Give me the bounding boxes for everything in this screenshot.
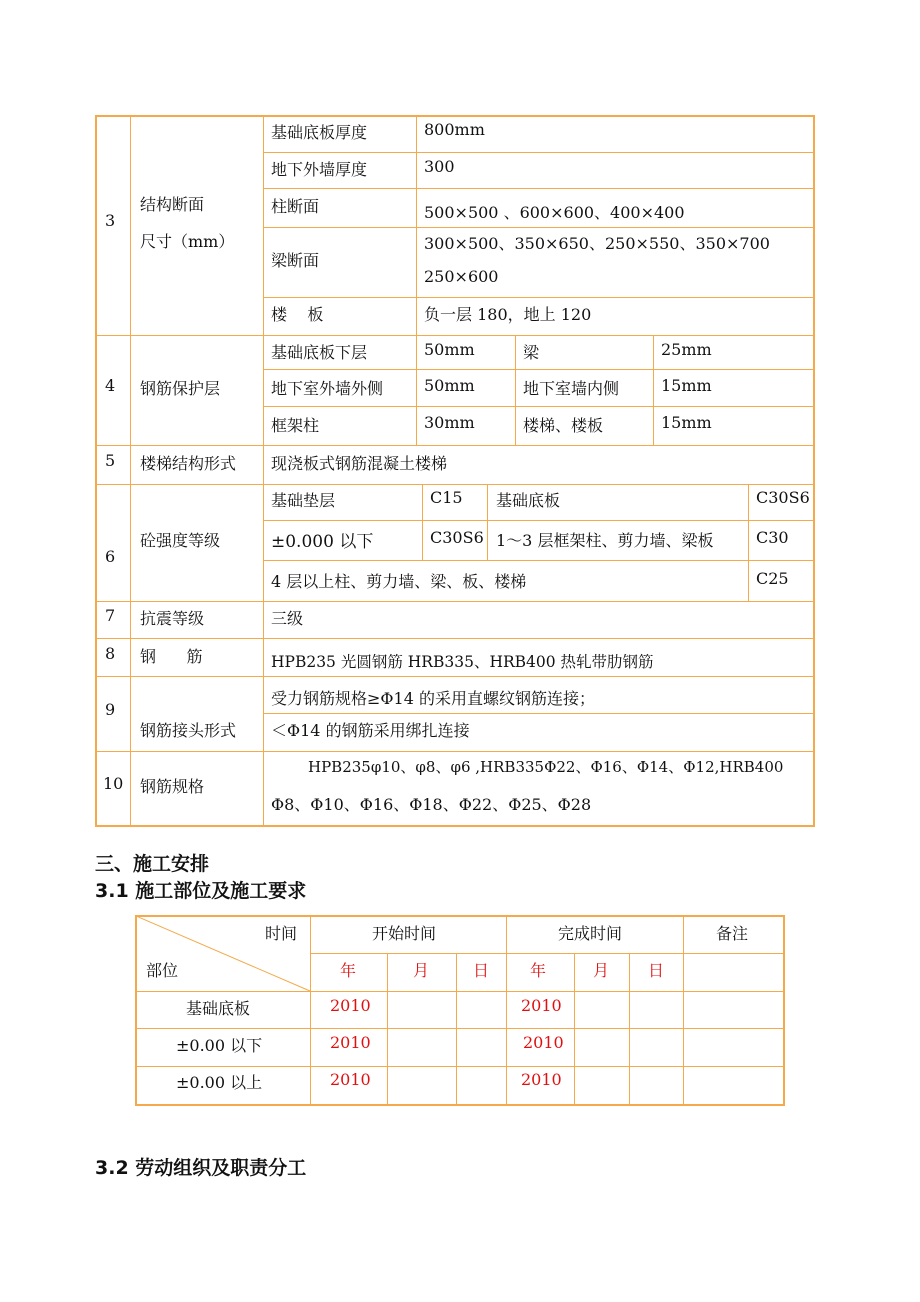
table-cell: 25mm (661, 340, 712, 359)
item-name: 柱断面 (271, 197, 320, 216)
row-label: 钢 筋 (140, 647, 203, 666)
header-corner-time: 时间 (265, 924, 298, 943)
finish-year: 2010 (521, 1070, 562, 1089)
row-value: 受力钢筋规格≥Φ14 的采用直螺纹钢筋连接； (271, 689, 595, 708)
header-year: 年 (530, 961, 547, 980)
table-cell: 地下室墙内侧 (523, 379, 620, 398)
item-name: 楼 板 (271, 305, 324, 324)
table-cell: C30S6 (756, 488, 810, 507)
table-cell: C15 (430, 488, 463, 507)
item-value: 300×500、350×650、250×550、350×700 (424, 234, 770, 253)
table-cell: 50mm (424, 340, 475, 359)
item-name: 地下外墙厚度 (271, 160, 368, 179)
row-label: 钢筋规格 (140, 777, 205, 796)
header-month: 月 (593, 961, 610, 980)
row-value: 三级 (271, 609, 304, 628)
table-cell: 基础底板 (496, 491, 561, 510)
section-title: 三、施工安排 (95, 853, 210, 875)
row-value: HPB235φ10、φ8、φ6 ,HRB335Φ22、Φ16、Φ14、Φ12,HRB400 (308, 758, 784, 776)
item-value: 负一层 180，地上 120 (424, 305, 592, 324)
row-number: 7 (105, 606, 116, 625)
table-cell: 50mm (424, 376, 475, 395)
row-number: 4 (105, 376, 116, 395)
row-number: 6 (105, 547, 116, 566)
table-cell: C25 (756, 569, 789, 588)
table-cell: 1～3 层框架柱、剪力墙、梁板 (496, 531, 714, 550)
row-label: 结构断面 (140, 195, 205, 214)
table-cell: 基础底板下层 (271, 343, 368, 362)
table-cell: 梁 (523, 343, 540, 362)
table-cell: 地下室外墙外侧 (271, 379, 384, 398)
row-number: 10 (103, 774, 124, 793)
row-label: 钢筋接头形式 (140, 721, 237, 740)
schedule-part: 基础底板 (186, 999, 251, 1018)
row-number: 9 (105, 700, 116, 719)
item-name: 梁断面 (271, 251, 320, 270)
header-day: 日 (648, 961, 665, 980)
row-value: ＜Φ14 的钢筋采用绑扎连接 (271, 721, 470, 740)
row-label: 砼强度等级 (140, 531, 221, 550)
row-label: 楼梯结构形式 (140, 454, 237, 473)
table-cell: 30mm (424, 413, 475, 432)
row-value: Φ8、Φ10、Φ16、Φ18、Φ22、Φ25、Φ28 (271, 795, 592, 814)
header-day: 日 (473, 961, 490, 980)
table-cell: 4 层以上柱、剪力墙、梁、板、楼梯 (271, 572, 527, 591)
table-cell: C30 (756, 528, 789, 547)
start-year: 2010 (330, 1070, 371, 1089)
header-month: 月 (413, 961, 430, 980)
row-number: 8 (105, 644, 116, 663)
subsection-title: 3.1 施工部位及施工要求 (95, 880, 307, 902)
table-cell: 15mm (661, 413, 712, 432)
schedule-part: ±0.00 以上 (176, 1073, 263, 1092)
row-number: 5 (105, 451, 116, 470)
schedule-part: ±0.00 以下 (176, 1036, 263, 1055)
row-label: 抗震等级 (140, 609, 205, 628)
header-corner-part: 部位 (146, 961, 179, 980)
row-label: 钢筋保护层 (140, 379, 221, 398)
row-number: 3 (105, 211, 116, 230)
table-cell: 15mm (661, 376, 712, 395)
table-cell: 楼梯、楼板 (523, 416, 604, 435)
row-value: 现浇板式钢筋混凝土楼梯 (271, 454, 448, 473)
item-value: 500×500 、600×600、400×400 (424, 203, 685, 222)
header-remark: 备注 (716, 924, 749, 943)
start-year: 2010 (330, 1033, 371, 1052)
header-finish: 完成时间 (558, 924, 623, 943)
table-cell: 基础垫层 (271, 491, 336, 510)
subsection-title: 3.2 劳动组织及职责分工 (95, 1157, 307, 1179)
item-value: 250×600 (424, 267, 499, 286)
item-name: 基础底板厚度 (271, 123, 368, 142)
header-start: 开始时间 (372, 924, 437, 943)
item-value: 800mm (424, 120, 485, 139)
start-year: 2010 (330, 996, 371, 1015)
item-value: 300 (424, 157, 455, 176)
table-cell: C30S6 (430, 528, 484, 547)
finish-year: 2010 (521, 996, 562, 1015)
table-cell: 框架柱 (271, 416, 320, 435)
table-cell: ±0.000 以下 (271, 532, 374, 552)
finish-year: 2010 (523, 1033, 564, 1052)
header-year: 年 (340, 961, 357, 980)
row-label: 尺寸（mm） (140, 232, 235, 251)
row-value: HPB235 光圆钢筋 HRB335、HRB400 热轧带肋钢筋 (271, 653, 654, 671)
